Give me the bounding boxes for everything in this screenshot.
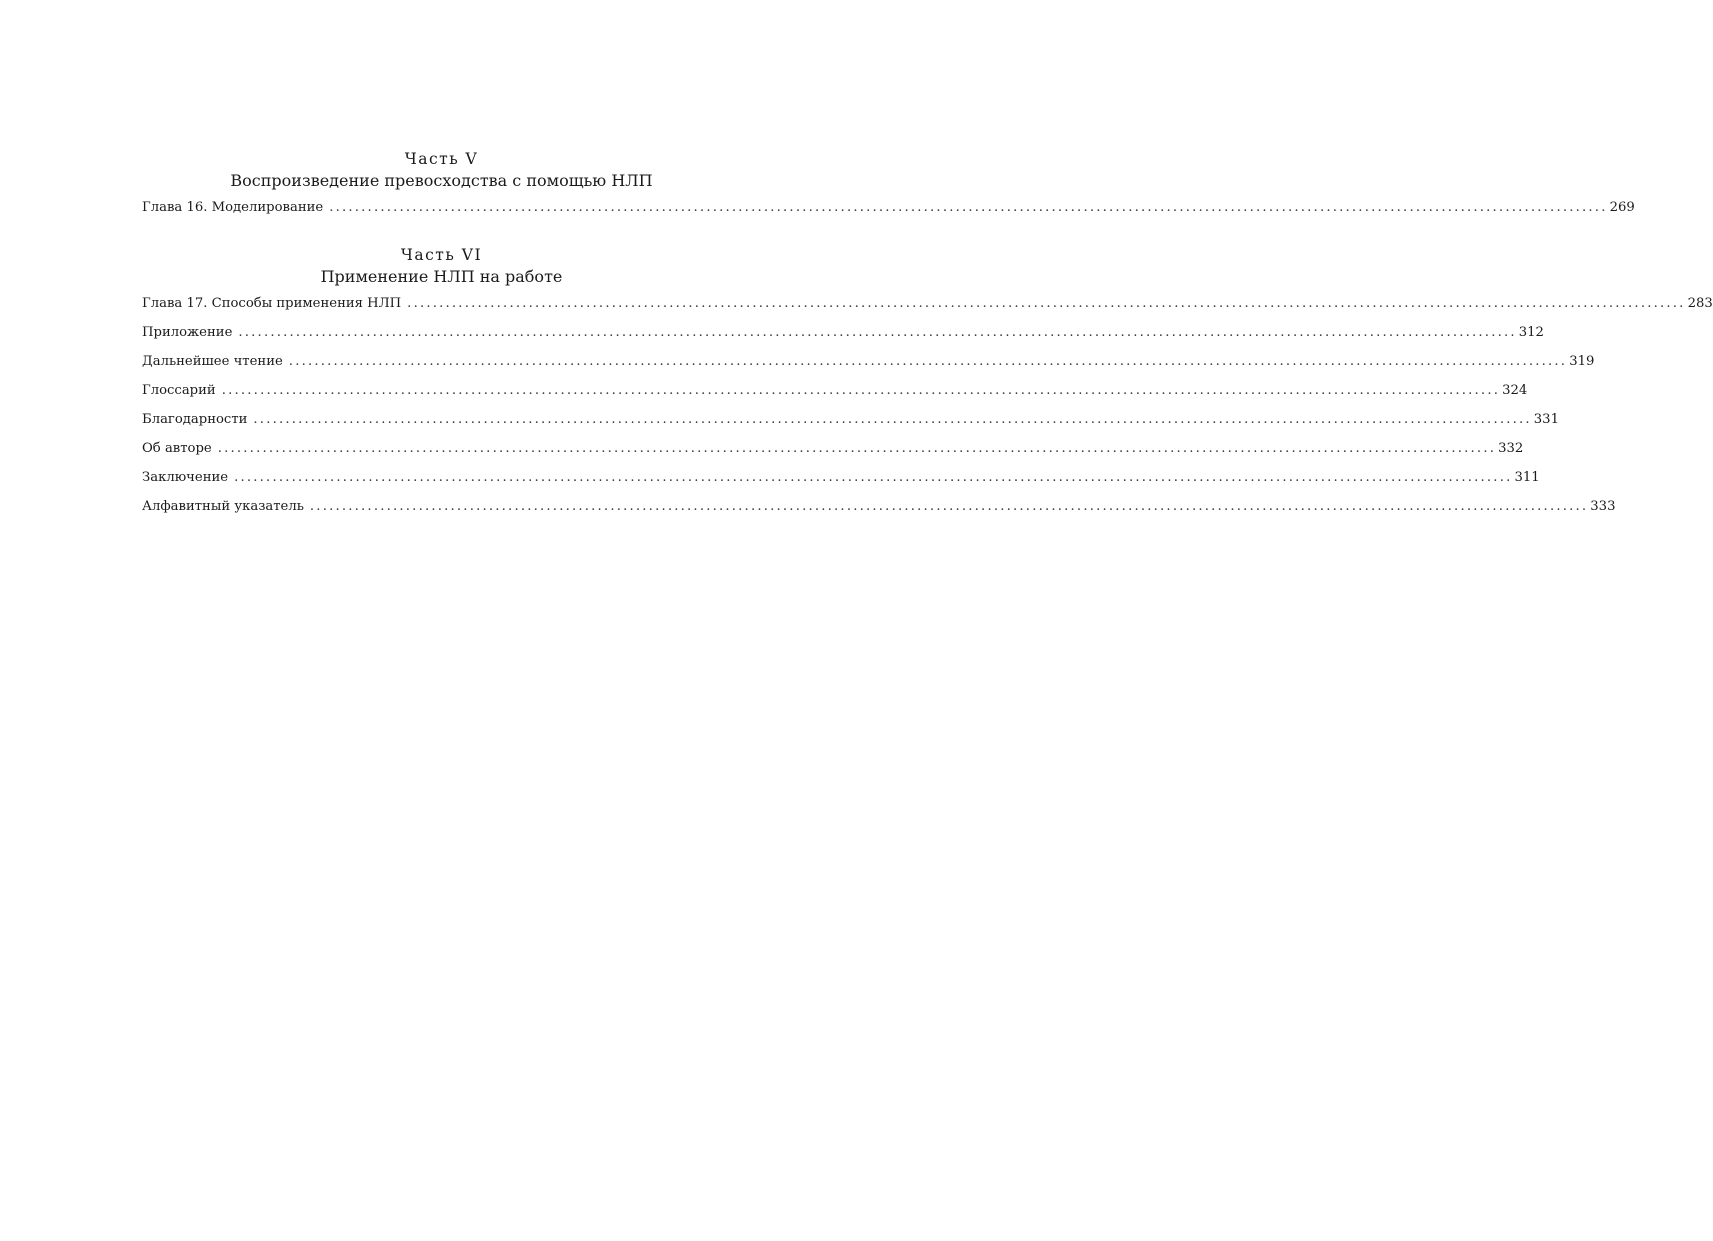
toc-entry[interactable] — [142, 324, 1544, 353]
toc-entry[interactable] — [142, 295, 1713, 324]
toc-entry-title: Алфавитный указатель — [142, 499, 304, 514]
toc-entry-page: 269 — [1609, 200, 1635, 215]
part-6-section — [142, 244, 1713, 527]
part-title: Применение НЛП на работе — [320, 267, 563, 286]
toc-entry-page: 332 — [1498, 441, 1524, 456]
part-title: Воспроизведение превосходства с помощью НЛП — [230, 171, 653, 190]
toc-entry-title: Об авторе — [142, 441, 212, 456]
toc-list — [142, 199, 1635, 228]
toc-entry-page: 331 — [1533, 412, 1559, 427]
toc-entry-page: 324 — [1502, 383, 1528, 398]
toc-entry-page: 333 — [1590, 499, 1616, 514]
dot-leader: ........................................................................................................................................................................................................ — [329, 200, 1608, 215]
part-label: Часть V — [404, 150, 479, 168]
toc-entry[interactable] — [142, 199, 1635, 228]
dot-leader: ........................................................................................................................................................................................................ — [407, 296, 1686, 311]
dot-leader: ........................................................................................................................................................................................................ — [234, 470, 1513, 485]
toc-entry-title: Глава 16. Моделирование — [142, 200, 324, 215]
toc-entry-title: Глава 17. Способы применения НЛП — [142, 296, 402, 311]
toc-entry[interactable] — [142, 440, 1524, 469]
toc-entry-title: Глоссарий — [142, 383, 216, 398]
toc-entry-title: Благодарности — [142, 412, 248, 427]
toc-entry[interactable] — [142, 382, 1528, 411]
dot-leader: ........................................................................................................................................................................................................ — [238, 325, 1517, 340]
toc-entry[interactable] — [142, 353, 1595, 382]
toc-page — [142, 148, 1713, 527]
toc-entry-title: Приложение — [142, 325, 233, 340]
part-5-section — [142, 148, 1635, 228]
toc-entry-title: Заключение — [142, 470, 229, 485]
toc-entry[interactable] — [142, 469, 1540, 498]
dot-leader: ........................................................................................................................................................................................................ — [217, 441, 1497, 456]
dot-leader: ........................................................................................................................................................................................................ — [288, 354, 1568, 369]
dot-leader: ........................................................................................................................................................................................................ — [309, 499, 1589, 514]
toc-entry-page: 283 — [1687, 296, 1713, 311]
toc-list — [142, 295, 1713, 527]
dot-leader: ........................................................................................................................................................................................................ — [221, 383, 1501, 398]
toc-entry[interactable] — [142, 411, 1559, 440]
part-label: Часть VI — [400, 246, 483, 264]
dot-leader: ........................................................................................................................................................................................................ — [253, 412, 1532, 427]
toc-entry[interactable] — [142, 498, 1616, 527]
toc-entry-title: Дальнейшее чтение — [142, 354, 283, 369]
toc-entry-page: 319 — [1569, 354, 1595, 369]
toc-entry-page: 312 — [1518, 325, 1544, 340]
toc-entry-page: 311 — [1514, 470, 1540, 485]
